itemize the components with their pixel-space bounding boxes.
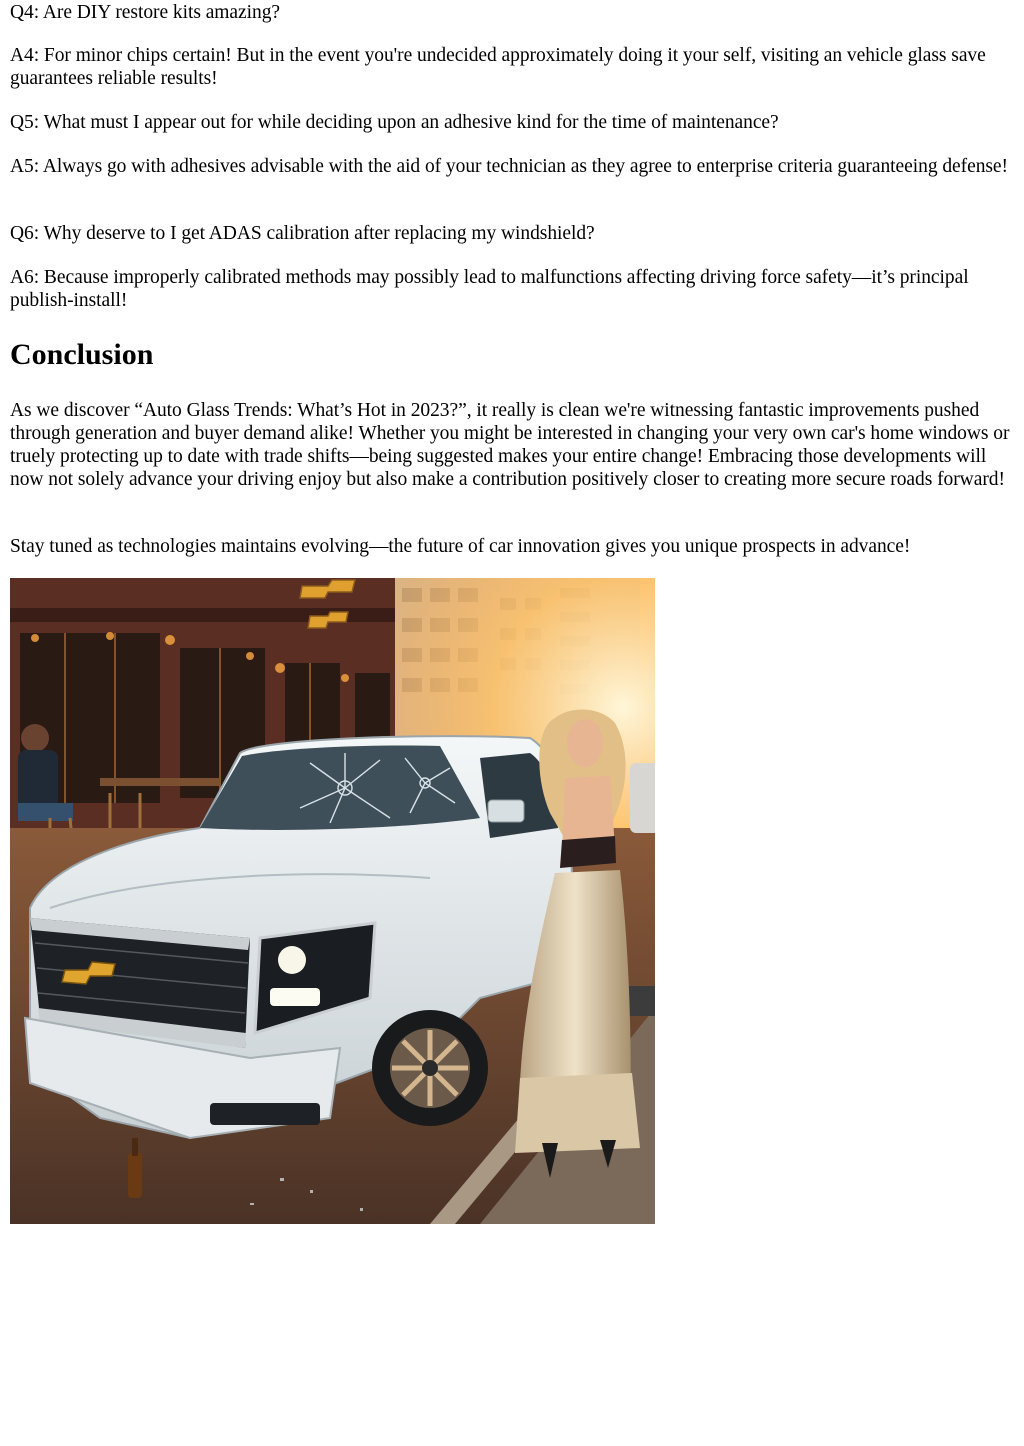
faq-question-4: Q4: Are DIY restore kits amazing?: [10, 2, 280, 23]
faq-question-6: Q6: Why deserve to I get ADAS calibration after replacing my windshield?: [10, 223, 595, 244]
article-photo: [10, 578, 655, 1224]
faq-answer-5: A5: Always go with adhesives advisable with the aid of your technician as they agree to enterprise criteria guaranteeing defense!: [10, 156, 1008, 177]
faq-question-5: Q5: What must I appear out for while deciding upon an adhesive kind for the time of maintenance?: [10, 112, 779, 133]
conclusion-heading: Conclusion: [10, 338, 154, 371]
conclusion-paragraph-1: As we discover “Auto Glass Trends: What’s Hot in 2023?”, it really is clean we're witnessing fantastic improvements pushed through generation and buyer demand alike! Whether you might be interested in changing your very own car's home windows or truely protecting up to date with trade shifts—being suggested makes your entire change! Embracing those developments will now not solely advance your driving enjoy but also make a contribution positively closer to creating more secure roads forward!: [10, 400, 1010, 490]
faq-answer-4: A4: For minor chips certain! But in the event you're undecided approximately doing it your self, visiting an vehicle glass save guarantees reliable results!: [10, 45, 986, 89]
faq-answer-6: A6: Because improperly calibrated methods may possibly lead to malfunctions affecting driving force safety—it’s principal publish-install!: [10, 267, 969, 311]
conclusion-paragraph-2: Stay tuned as technologies maintains evolving—the future of car innovation gives you unique prospects in advance!: [10, 536, 911, 557]
photo-illustration: [10, 578, 655, 1224]
